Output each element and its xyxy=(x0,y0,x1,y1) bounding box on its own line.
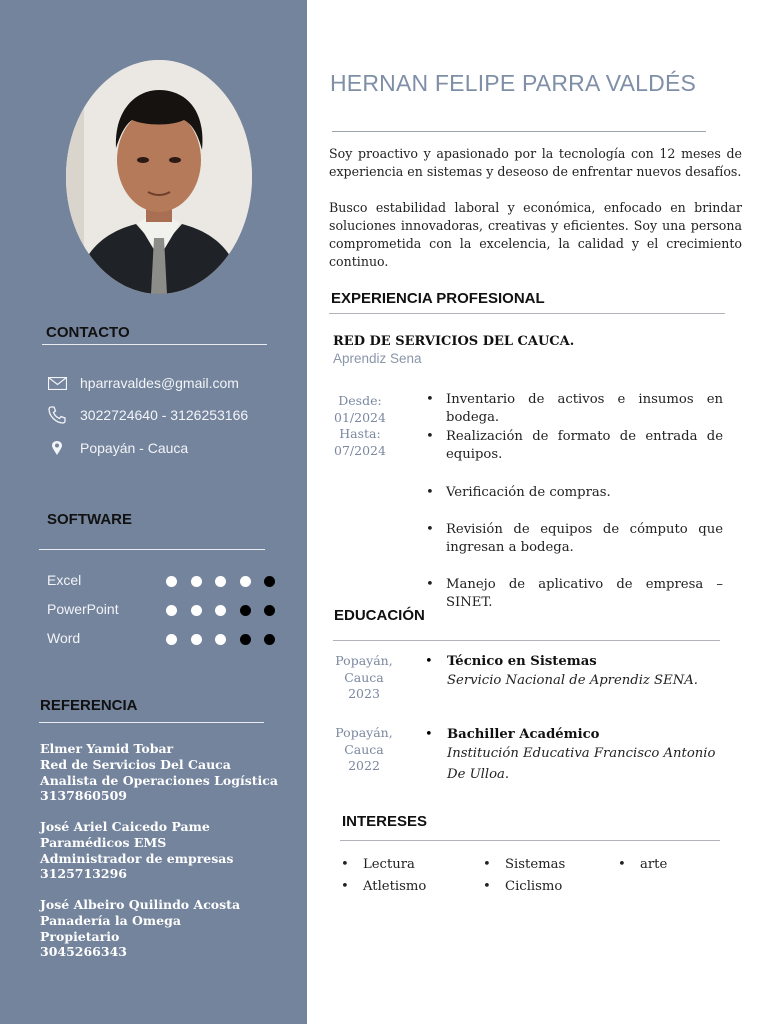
reference-2 xyxy=(40,819,290,882)
summary-paragraph-1: Soy proactivo y apasionado por la tecnología con 12 meses de experiencia en sistemas y deseoso de enfrentar nuevos desafíos. xyxy=(329,146,742,179)
profile-photo xyxy=(66,60,252,294)
envelope-icon xyxy=(46,374,68,392)
reference-position: Administrador de empresas xyxy=(40,850,234,866)
software-divider xyxy=(39,549,265,550)
skill-dot-dark xyxy=(240,634,251,645)
education-item-1: • Técnico en Sistemas Servicio Nacional de Aprendiz SENA. xyxy=(423,654,725,714)
contact-divider xyxy=(42,344,267,345)
interest-item: • arte xyxy=(618,857,668,872)
skill-dot-light xyxy=(191,634,202,645)
skill-dot-light xyxy=(240,576,251,587)
reference-company: Panadería la Omega xyxy=(40,912,181,928)
software-row-excel xyxy=(47,572,277,592)
date-to: 07/2024 xyxy=(334,442,386,458)
skill-dot-light xyxy=(215,634,226,645)
skill-dot-light xyxy=(191,605,202,616)
contact-phone-row xyxy=(46,406,248,424)
software-label: Excel xyxy=(47,572,82,588)
education-degree: Bachiller Académico xyxy=(447,727,600,742)
reference-phone: 3125713296 xyxy=(40,866,127,882)
reference-name: José Albeiro Quilindo Acosta xyxy=(40,897,241,912)
experience-dates xyxy=(326,393,394,459)
references-title: REFERENCIA xyxy=(40,697,138,714)
reference-name: José Ariel Caicedo Pame xyxy=(40,819,210,834)
experience-company: RED DE SERVICIOS DEL CAUCA. xyxy=(333,334,575,349)
experience-role: Aprendiz Sena xyxy=(333,351,422,366)
reference-company: Paramédicos EMS xyxy=(40,834,167,850)
reference-name: Elmer Yamid Tobar xyxy=(40,741,174,756)
software-row-powerpoint xyxy=(47,601,277,621)
references-divider xyxy=(39,722,264,723)
phone-icon xyxy=(46,406,68,424)
contact-email[interactable]: hparravaldes@gmail.com xyxy=(80,375,239,391)
education-title: EDUCACIÓN xyxy=(334,607,425,624)
education-school: Institución Educativa Francisco Antonio De Ulloa. xyxy=(447,746,716,782)
education-degree: Técnico en Sistemas xyxy=(447,654,597,669)
experience-title: EXPERIENCIA PROFESIONAL xyxy=(331,290,545,307)
skill-dot-dark xyxy=(264,634,275,645)
interests-title: INTERESES xyxy=(342,813,428,830)
education-school: Servicio Nacional de Aprendiz SENA. xyxy=(447,673,698,688)
skill-dot-light xyxy=(166,576,177,587)
contact-location-row xyxy=(46,439,188,457)
software-row-word xyxy=(47,630,277,650)
software-label: PowerPoint xyxy=(47,601,119,617)
skill-dot-light xyxy=(191,576,202,587)
education-item-2: • Bachiller Académico Institución Educativa Francisco Antonio De Ulloa. xyxy=(423,727,725,787)
experience-divider xyxy=(329,313,725,314)
interests-divider xyxy=(340,840,720,841)
skill-dot-light xyxy=(215,605,226,616)
reference-3 xyxy=(40,897,290,960)
date-from-label: Desde: xyxy=(338,393,382,408)
reference-company: Red de Servicios Del Cauca xyxy=(40,756,231,772)
interest-item: • Ciclismo xyxy=(483,879,563,894)
interest-item: • Atletismo xyxy=(341,879,427,894)
location-pin-icon xyxy=(46,439,68,457)
skill-dot-light xyxy=(166,634,177,645)
contact-location: Popayán - Cauca xyxy=(80,440,189,456)
skill-dot-dark xyxy=(264,605,275,616)
skill-dot-dark xyxy=(240,605,251,616)
name-divider xyxy=(332,131,706,132)
software-label: Word xyxy=(47,630,81,646)
interest-item: • Sistemas xyxy=(483,857,566,872)
date-to-label: Hasta: xyxy=(339,426,381,442)
education-place-2: Popayán, Cauca 2022 xyxy=(335,725,393,774)
skill-dot-light xyxy=(215,576,226,587)
interest-item: • Lectura xyxy=(341,857,415,872)
skill-dot-dark xyxy=(264,576,275,587)
education-divider xyxy=(333,640,720,641)
education-place-1: Popayán, Cauca 2023 xyxy=(335,653,393,702)
candidate-name: HERNAN FELIPE PARRA VALDÉS xyxy=(330,70,697,96)
contact-phone[interactable]: 3022724640 - 3126253166 xyxy=(80,407,249,423)
reference-1 xyxy=(40,741,290,804)
reference-phone: 3137860509 xyxy=(40,788,127,804)
skill-dot-light xyxy=(166,605,177,616)
summary-paragraph-2: Busco estabilidad laboral y económica, enfocado en brindar soluciones innovadoras, creativas y eficientes. Soy una persona comprometida con la excelencia, la calidad y el crecimiento continuo. xyxy=(329,200,742,269)
contact-title: CONTACTO xyxy=(46,324,130,341)
reference-position: Analista de Operaciones Logística xyxy=(40,772,278,788)
date-from: 01/2024 xyxy=(334,409,386,425)
software-title: SOFTWARE xyxy=(47,511,132,528)
contact-email-row xyxy=(46,374,239,392)
reference-phone: 3045266343 xyxy=(40,944,127,960)
reference-position: Propietario xyxy=(40,928,120,944)
